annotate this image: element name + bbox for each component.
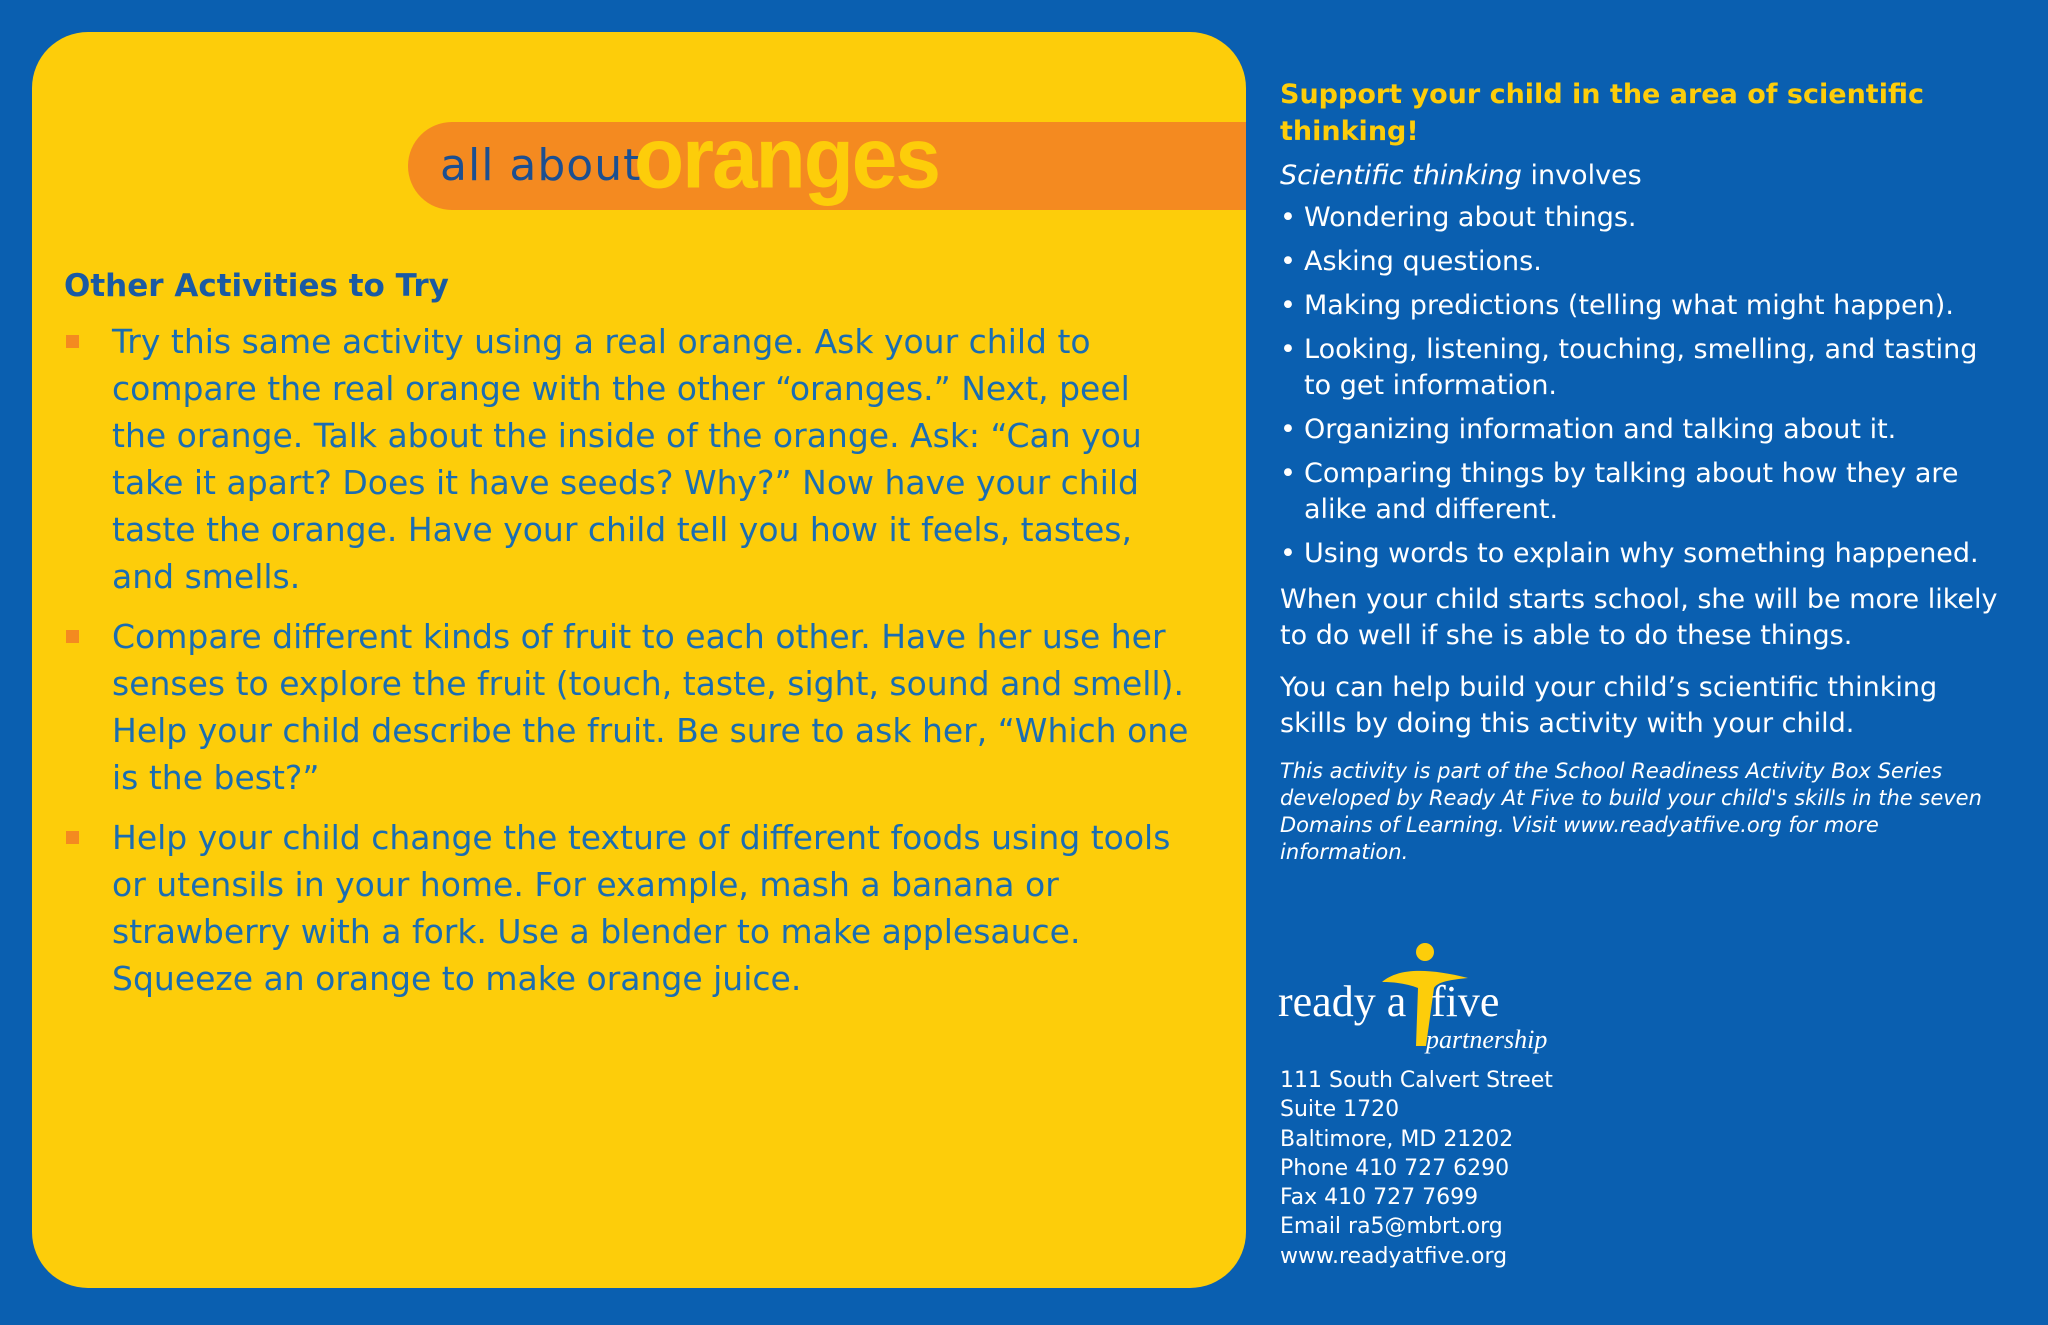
logo-word-ready: ready a xyxy=(1278,977,1407,1026)
contact-address xyxy=(1280,1066,1553,1271)
address-street: 111 South Calvert Street xyxy=(1280,1068,1553,1093)
skill-text: Making predictions (telling what might happen). xyxy=(1304,290,1954,321)
bullet-icon: • xyxy=(1280,538,1296,569)
skill-text: Comparing things by talking about how they are alike and different. xyxy=(1304,458,1959,525)
address-email: Email ra5@mbrt.org xyxy=(1280,1214,1503,1240)
activity-item xyxy=(64,318,1194,600)
activity-text: Help your child change the texture of different foods using tools or utensils in your home. For example, mash a banana or strawberry with a fork. Use a blender to make applesauce. Squeeze an orange to make orange juice. xyxy=(112,818,1171,998)
banner-title: oranges xyxy=(634,110,939,207)
address-fax: Fax 410 727 7699 xyxy=(1280,1185,1479,1211)
activity-text: Compare different kinds of fruit to each other. Have her use her senses to explore the fruit (touch, taste, sight, sound and smell). Help your child describe the fruit. Be sure to ask her, “Which one is the best?” xyxy=(112,617,1189,797)
logo-figure-head xyxy=(1416,943,1434,961)
sidebar xyxy=(1280,76,2000,866)
bullet-icon: • xyxy=(1280,414,1296,445)
skill-item xyxy=(1280,200,2000,236)
skill-text: Using words to explain why something happened. xyxy=(1304,538,1979,569)
square-bullet-icon xyxy=(66,831,79,844)
sidebar-paragraph: You can help build your child’s scientific thinking skills by doing this activity with your child. xyxy=(1280,672,1938,739)
address-suite: Suite 1720 xyxy=(1280,1097,1400,1123)
skill-item xyxy=(1280,332,2000,404)
bullet-icon: • xyxy=(1280,290,1296,321)
activity-item xyxy=(64,613,1194,801)
square-bullet-icon xyxy=(66,335,79,348)
series-note: This activity is part of the School Readiness Activity Box Series developed by Ready At Five to build your child's skills in the seven Domains of Learning. Visit www.readyatfive.org for more information. xyxy=(1280,759,1982,864)
address-phone: Phone 410 727 6290 xyxy=(1280,1155,1510,1181)
bullet-icon: • xyxy=(1280,334,1296,365)
skill-text: Wondering about things. xyxy=(1304,202,1637,233)
skills-list xyxy=(1280,200,2000,572)
intro-italic: Scientific thinking xyxy=(1280,160,1522,191)
square-bullet-icon xyxy=(66,630,79,643)
skill-item xyxy=(1280,288,2000,324)
skill-item xyxy=(1280,412,2000,448)
skill-item xyxy=(1280,456,2000,528)
intro-rest: involves xyxy=(1521,160,1642,191)
sidebar-intro xyxy=(1280,158,2000,194)
activity-item xyxy=(64,814,1194,1002)
skill-item xyxy=(1280,536,2000,572)
address-city: Baltimore, MD 21202 xyxy=(1280,1126,1514,1152)
activity-text: Try this same activity using a real orange. Ask your child to compare the real orange with the other “oranges.” Next, peel the orange. Talk about the inside of the orange. Ask: “Can you take it apart? Does it have seeds? Why?” Now have your child taste the orange. Have your child tell you how it feels, tastes, and smells. xyxy=(112,322,1142,596)
skill-item xyxy=(1280,244,2000,280)
bullet-icon: • xyxy=(1280,202,1296,233)
skill-text: Asking questions. xyxy=(1304,246,1542,277)
skill-text: Organizing information and talking about it. xyxy=(1304,414,1897,445)
sidebar-heading: Support your child in the area of scientific thinking! xyxy=(1280,79,1924,147)
logo-word-five: five xyxy=(1431,977,1500,1026)
activities-list xyxy=(64,318,1194,1015)
ready-at-five-logo xyxy=(1278,938,1578,1058)
logo-word-partnership: partnership xyxy=(1426,1025,1548,1054)
banner-prefix: all about xyxy=(440,140,642,191)
bullet-icon: • xyxy=(1280,246,1296,277)
skill-text: Looking, listening, touching, smelling, and tasting to get information. xyxy=(1304,334,1978,401)
section-heading: Other Activities to Try xyxy=(64,268,449,304)
address-website: www.readyatfive.org xyxy=(1280,1243,1508,1269)
bullet-icon: • xyxy=(1280,458,1296,489)
sidebar-paragraph: When your child starts school, she will be more likely to do well if she is able to do these things. xyxy=(1280,584,1998,651)
